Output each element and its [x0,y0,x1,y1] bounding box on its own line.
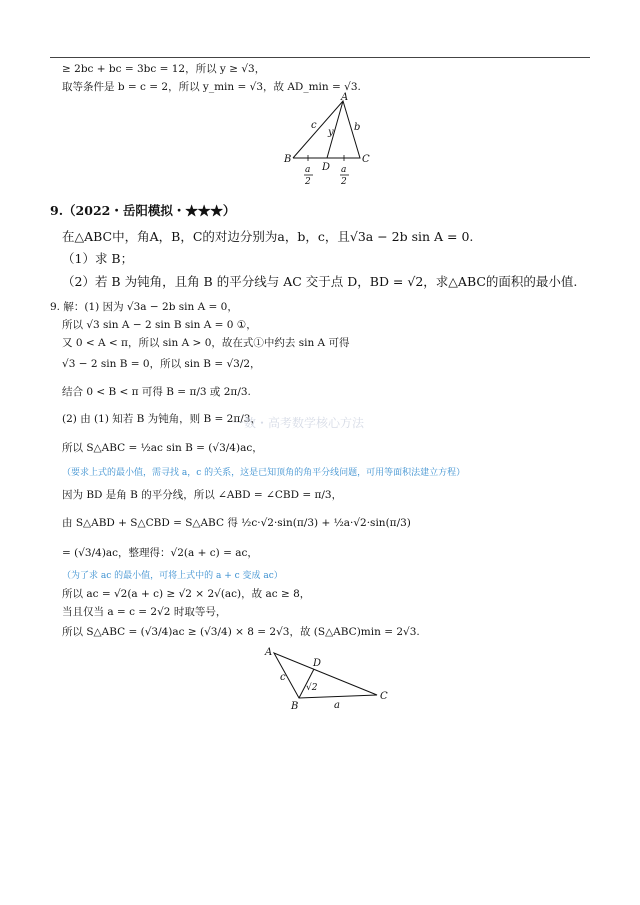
figure2-label-B: B [291,701,299,712]
solution-line: 因为 BD 是角 B 的平分线，所以 ∠ABD = ∠CBD = π/3， [62,489,343,501]
triangle-figure-1 [280,92,380,190]
figure1-label-A: A [341,92,349,103]
problem-header: 9.（2022・岳阳模拟・★★★） [50,203,236,218]
figure2-label-A: A [265,647,273,658]
problem-part-2: （2）若 B 为钝角，且角 B 的平分线与 AC 交于点 D，BD = √2，求△ABC的面积的最小值. [62,274,578,289]
figure1-frac-num-left: a [305,165,311,175]
solution-line: 所以 √3 sin A − 2 sin B sin A = 0 ①， [62,319,257,331]
problem-stem: 在△ABC中，角A，B，C的对边分别为a，b，c，且√3a − 2b sin A = 0. [62,229,474,244]
figure2-label-a: a [334,700,340,711]
figure1-frac-num-right: a [341,165,347,175]
solution-line: 当且仅当 a = c = 2√2 时取等号， [62,606,227,618]
figure1-label-C: C [362,154,370,165]
text-line: 取等条件是 b = c = 2，所以 y_min = √3，故 AD_min = √3. [62,81,361,93]
hint-note: （为了求 ac 的最小值，可将上式中的 a + c 变成 ac） [62,571,283,581]
watermark: 一数・高考数学核心方法 [232,416,365,430]
header-rule [50,57,590,58]
solution-line: 结合 0 < B < π 可得 B = π/3 或 2π/3. [62,386,251,398]
solution-line: 由 S△ABD + S△CBD = S△ABC 得 ½c·√2·sin(π/3) + ½a·√2·sin(π/3) [62,517,411,529]
figure1-label-B: B [284,154,292,165]
figure1-frac-den-right: 2 [341,177,347,187]
hint-note: （要求上式的最小值，需寻找 a，c 的关系，这是已知顶角的角平分线问题，可用等面积法建立方程） [62,468,466,478]
text-line: ≥ 2bc + bc = 3bc = 12，所以 y ≥ √3， [62,63,266,75]
figure2-label-D: D [313,658,322,669]
solution-line: 9. 解：(1) 因为 √3a − 2b sin A = 0， [50,301,238,313]
solution-line: 所以 ac = √2(a + c) ≥ √2 × 2√(ac)，故 ac ≥ 8， [62,588,311,600]
figure1-label-D: D [322,162,331,173]
figure2-label-C: C [380,691,388,702]
solution-line: (2) 由 (1) 知若 B 为钝角，则 B = 2π/3， [62,413,261,425]
solution-line: = (√3/4)ac，整理得：√2(a + c) = ac， [62,547,258,559]
figure1-label-c: c [311,120,317,131]
figure2-label-c: c [280,672,286,683]
figure1-label-y: y [328,127,334,138]
solution-line: 所以 S△ABC = ½ac sin B = (√3/4)ac， [62,442,263,454]
solution-line: 所以 S△ABC = (√3/4)ac ≥ (√3/4) × 8 = 2√3，故 (S△ABC)min = 2√3. [62,626,420,638]
problem-part-1: （1）求 B； [62,251,134,266]
triangle-figure-2 [262,645,402,715]
figure1-label-b: b [354,122,361,133]
figure1-frac-den-left: 2 [305,177,311,187]
solution-line: √3 − 2 sin B = 0，所以 sin B = √3/2， [62,358,261,370]
solution-line: 又 0 < A < π，所以 sin A > 0，故在式①中约去 sin A 可得 [62,337,350,349]
figure2-label-bd: √2 [306,683,318,693]
figure1-triangle [293,101,360,158]
figure2-triangle [274,653,377,698]
